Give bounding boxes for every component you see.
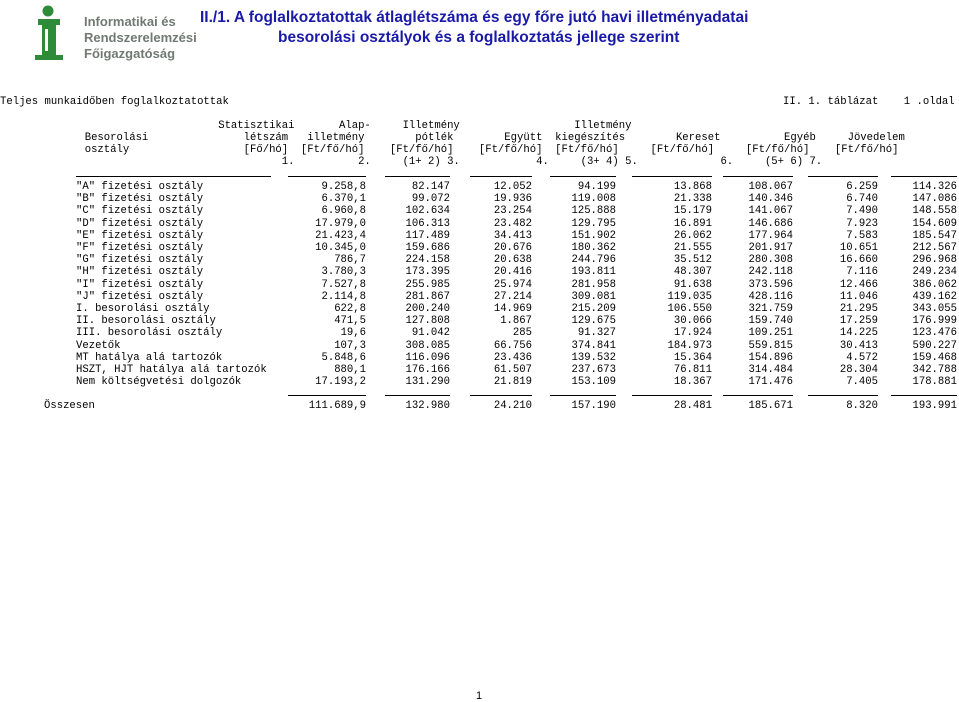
row-label: III. besorolási osztály	[76, 327, 223, 340]
row-value: 109.251	[748, 327, 793, 340]
logo-icon	[32, 3, 66, 61]
row-value: 154.609	[912, 217, 957, 230]
row-value: 141.067	[748, 205, 793, 218]
row-value: 108.067	[748, 181, 793, 193]
row-value: 185.547	[912, 229, 957, 242]
row-value: 6.370,1	[321, 193, 366, 206]
row-value: 177.964	[748, 229, 793, 242]
row-value: 148.558	[912, 205, 957, 218]
total-value: 24.210	[493, 400, 532, 412]
row-label: "D" fizetési osztály	[76, 217, 204, 230]
row-value: 178.881	[912, 376, 957, 389]
subheader-left: Teljes munkaidőben foglalkoztatottak	[0, 96, 229, 108]
total-value: 157.190	[571, 400, 616, 412]
row-label: "H" fizetési osztály	[76, 266, 204, 279]
rule	[808, 176, 878, 177]
row-value: 48.307	[673, 266, 712, 279]
row-value: 99.072	[411, 193, 450, 206]
row-value: 200.240	[405, 303, 450, 315]
page-title	[200, 8, 748, 48]
row-value: 127.808	[405, 315, 450, 328]
row-value: 20.638	[493, 254, 532, 267]
rule	[632, 395, 712, 396]
row-value: 1.867	[500, 315, 532, 328]
row-value: 176.999	[912, 315, 957, 328]
row-value: 20.416	[493, 266, 532, 279]
row-value: 21.819	[493, 376, 532, 389]
row-value: 224.158	[405, 254, 450, 267]
row-value: 237.673	[571, 364, 616, 376]
total-value: 111.689,9	[308, 400, 366, 412]
row-value: 14.969	[493, 303, 532, 315]
page-title-line-2: besorolási osztályok és a foglalkoztatás jellege szerint	[278, 29, 680, 46]
header-line-2: Besorolási létszám illetmény pótlék Együtt kiegészítés Kereset Egyéb Jövedelem	[72, 132, 905, 144]
row-value: 25.974	[493, 278, 532, 291]
row-value: 125.888	[571, 205, 616, 218]
row-value: 21.555	[673, 242, 712, 254]
row-value: 7.583	[846, 229, 878, 242]
row-value: 7.490	[846, 205, 878, 218]
row-value: 28.304	[839, 364, 878, 376]
row-value: 13.868	[673, 181, 712, 193]
rule	[891, 395, 957, 396]
row-value: 16.891	[673, 217, 712, 230]
row-value: 184.973	[667, 339, 712, 352]
row-value: 590.227	[912, 339, 957, 352]
row-value: 15.179	[673, 205, 712, 218]
row-value: 249.234	[912, 266, 957, 279]
row-value: 180.362	[571, 242, 616, 254]
row-value: 159.468	[912, 351, 957, 364]
row-value: 123.476	[912, 327, 957, 340]
row-value: 14.225	[839, 327, 878, 340]
row-value: 880,1	[334, 364, 366, 376]
row-value: 91.327	[577, 327, 616, 340]
rule	[723, 176, 793, 177]
rule	[550, 395, 616, 396]
row-value: 244.796	[571, 254, 616, 267]
row-value: 176.166	[405, 364, 450, 376]
rule	[76, 176, 271, 177]
rule	[288, 176, 366, 177]
row-value: 373.596	[748, 278, 793, 291]
rule	[632, 176, 712, 177]
row-value: 4.572	[846, 351, 878, 364]
row-value: 255.985	[405, 278, 450, 291]
row-value: 129.675	[571, 315, 616, 328]
row-value: 2.114,8	[321, 290, 366, 303]
logo-line-3: Főigazgatóság	[84, 46, 176, 61]
subheader-right: II. 1. táblázat 1 .oldal	[783, 96, 955, 108]
total-value: 185.671	[748, 400, 793, 412]
row-label: "A" fizetési osztály	[76, 181, 204, 193]
row-value: 374.841	[571, 339, 616, 352]
row-value: 7.405	[846, 376, 878, 389]
row-value: 12.052	[493, 181, 532, 193]
total-value: 8.320	[846, 400, 878, 412]
row-value: 171.476	[748, 376, 793, 389]
row-value: 622,8	[334, 303, 366, 315]
row-value: 159.740	[748, 315, 793, 328]
row-label: II. besorolási osztály	[76, 315, 216, 328]
row-value: 281.958	[571, 278, 616, 291]
row-value: 139.532	[571, 351, 616, 364]
row-value: 280.308	[748, 254, 793, 267]
row-value: 30.066	[673, 315, 712, 328]
row-value: 106.550	[667, 303, 712, 315]
row-value: 91.638	[673, 278, 712, 291]
row-value: 17.924	[673, 327, 712, 340]
row-value: 321.759	[748, 303, 793, 315]
row-label: Vezetők	[76, 339, 121, 352]
row-value: 10.345,0	[315, 242, 366, 254]
row-value: 159.686	[405, 242, 450, 254]
row-value: 61.507	[493, 364, 532, 376]
row-value: 17.979,0	[315, 217, 366, 230]
row-value: 308.085	[405, 339, 450, 352]
header-line-4: 1. 2. (1+ 2) 3. 4. (3+ 4) 5. 6. (5+ 6) 7.	[72, 156, 823, 168]
row-value: 242.118	[748, 266, 793, 279]
row-value: 117.489	[405, 229, 450, 242]
row-value: 19,6	[340, 327, 366, 340]
row-value: 146.686	[748, 217, 793, 230]
rule	[550, 176, 616, 177]
header-line-3: osztály [Fő/hó] [Ft/fő/hó] [Ft/fő/hó] [Ft/fő/hó] [Ft/fő/hó] [Ft/fő/hó] [Ft/fő/hó] [Ft/fő/hó]	[72, 144, 899, 156]
row-value: 17.259	[839, 315, 878, 328]
rule	[891, 176, 957, 177]
row-label: Nem költségvetési dolgozók	[76, 376, 242, 389]
row-value: 119.008	[571, 193, 616, 206]
row-value: 147.086	[912, 193, 957, 206]
rule	[808, 395, 878, 396]
row-value: 11.046	[839, 290, 878, 303]
row-label: "G" fizetési osztály	[76, 254, 204, 267]
logo-line-1: Informatikai és	[84, 14, 176, 29]
row-label: "F" fizetési osztály	[76, 242, 204, 254]
row-label: HSZT, HJT hatálya alá tartozók	[76, 364, 267, 376]
logo-line-2: Rendszerelemzési	[84, 30, 197, 45]
row-value: 82.147	[411, 181, 450, 193]
row-value: 7.116	[846, 266, 878, 279]
row-value: 151.902	[571, 229, 616, 242]
row-value: 129.795	[571, 217, 616, 230]
row-value: 285	[512, 327, 532, 340]
row-value: 559.815	[748, 339, 793, 352]
row-value: 116.096	[405, 351, 450, 364]
row-value: 107,3	[334, 339, 366, 352]
total-value: 193.991	[912, 400, 957, 412]
row-value: 131.290	[405, 376, 450, 389]
row-value: 786,7	[334, 254, 366, 267]
row-value: 140.346	[748, 193, 793, 206]
row-value: 12.466	[839, 278, 878, 291]
row-value: 102.634	[405, 205, 450, 218]
logo	[22, 3, 212, 63]
row-value: 106.313	[405, 217, 450, 230]
rule	[470, 176, 532, 177]
rule	[385, 176, 450, 177]
header-line-1: Statisztikai Alap- Illetmény Illetmény	[72, 120, 632, 132]
total-value: 132.980	[405, 400, 450, 412]
row-value: 34.413	[493, 229, 532, 242]
rule	[385, 395, 450, 396]
row-value: 428.116	[748, 290, 793, 303]
row-value: 19.936	[493, 193, 532, 206]
row-value: 296.968	[912, 254, 957, 267]
row-value: 309.081	[571, 290, 616, 303]
row-label: "J" fizetési osztály	[76, 290, 204, 303]
row-label: "C" fizetési osztály	[76, 205, 204, 218]
row-value: 386.062	[912, 278, 957, 291]
row-value: 193.811	[571, 266, 616, 279]
row-value: 23.436	[493, 351, 532, 364]
row-value: 7.923	[846, 217, 878, 230]
row-value: 3.780,3	[321, 266, 366, 279]
row-value: 7.527,8	[321, 278, 366, 291]
row-value: 21.423,4	[315, 229, 366, 242]
row-value: 23.482	[493, 217, 532, 230]
row-value: 343.055	[912, 303, 957, 315]
row-label: "I" fizetési osztály	[76, 278, 204, 291]
row-value: 16.660	[839, 254, 878, 267]
row-value: 94.199	[577, 181, 616, 193]
row-value: 154.896	[748, 351, 793, 364]
rule	[723, 395, 793, 396]
row-value: 212.567	[912, 242, 957, 254]
row-value: 119.035	[667, 290, 712, 303]
rule	[288, 395, 366, 396]
row-value: 201.917	[748, 242, 793, 254]
row-value: 21.295	[839, 303, 878, 315]
total-label: Összesen	[44, 400, 95, 412]
row-value: 6.740	[846, 193, 878, 206]
row-value: 23.254	[493, 205, 532, 218]
row-value: 173.395	[405, 266, 450, 279]
row-value: 17.193,2	[315, 376, 366, 389]
row-value: 26.062	[673, 229, 712, 242]
row-value: 6.960,8	[321, 205, 366, 218]
row-value: 27.214	[493, 290, 532, 303]
row-label: MT hatálya alá tartozók	[76, 351, 223, 364]
row-value: 10.651	[839, 242, 878, 254]
row-value: 114.326	[912, 181, 957, 193]
row-value: 6.259	[846, 181, 878, 193]
row-value: 5.848,6	[321, 351, 366, 364]
row-value: 20.676	[493, 242, 532, 254]
row-value: 15.364	[673, 351, 712, 364]
row-label: I. besorolási osztály	[76, 303, 210, 315]
row-label: "E" fizetési osztály	[76, 229, 204, 242]
page-title-line-1: II./1. A foglalkoztatottak átlaglétszáma és egy főre jutó havi illetményadatai	[200, 9, 749, 26]
row-value: 314.484	[748, 364, 793, 376]
row-value: 21.338	[673, 193, 712, 206]
page-number: 1	[476, 690, 483, 702]
row-value: 281.867	[405, 290, 450, 303]
row-value: 35.512	[673, 254, 712, 267]
row-value: 76.811	[673, 364, 712, 376]
row-value: 30.413	[839, 339, 878, 352]
row-value: 66.756	[493, 339, 532, 352]
rule	[470, 395, 532, 396]
row-value: 9.258,8	[321, 181, 366, 193]
row-label: "B" fizetési osztály	[76, 193, 204, 206]
row-value: 91.042	[411, 327, 450, 340]
row-value: 471,5	[334, 315, 366, 328]
row-value: 439.162	[912, 290, 957, 303]
row-value: 342.788	[912, 364, 957, 376]
row-value: 215.209	[571, 303, 616, 315]
row-value: 18.367	[673, 376, 712, 389]
row-value: 153.109	[571, 376, 616, 389]
total-value: 28.481	[673, 400, 712, 412]
